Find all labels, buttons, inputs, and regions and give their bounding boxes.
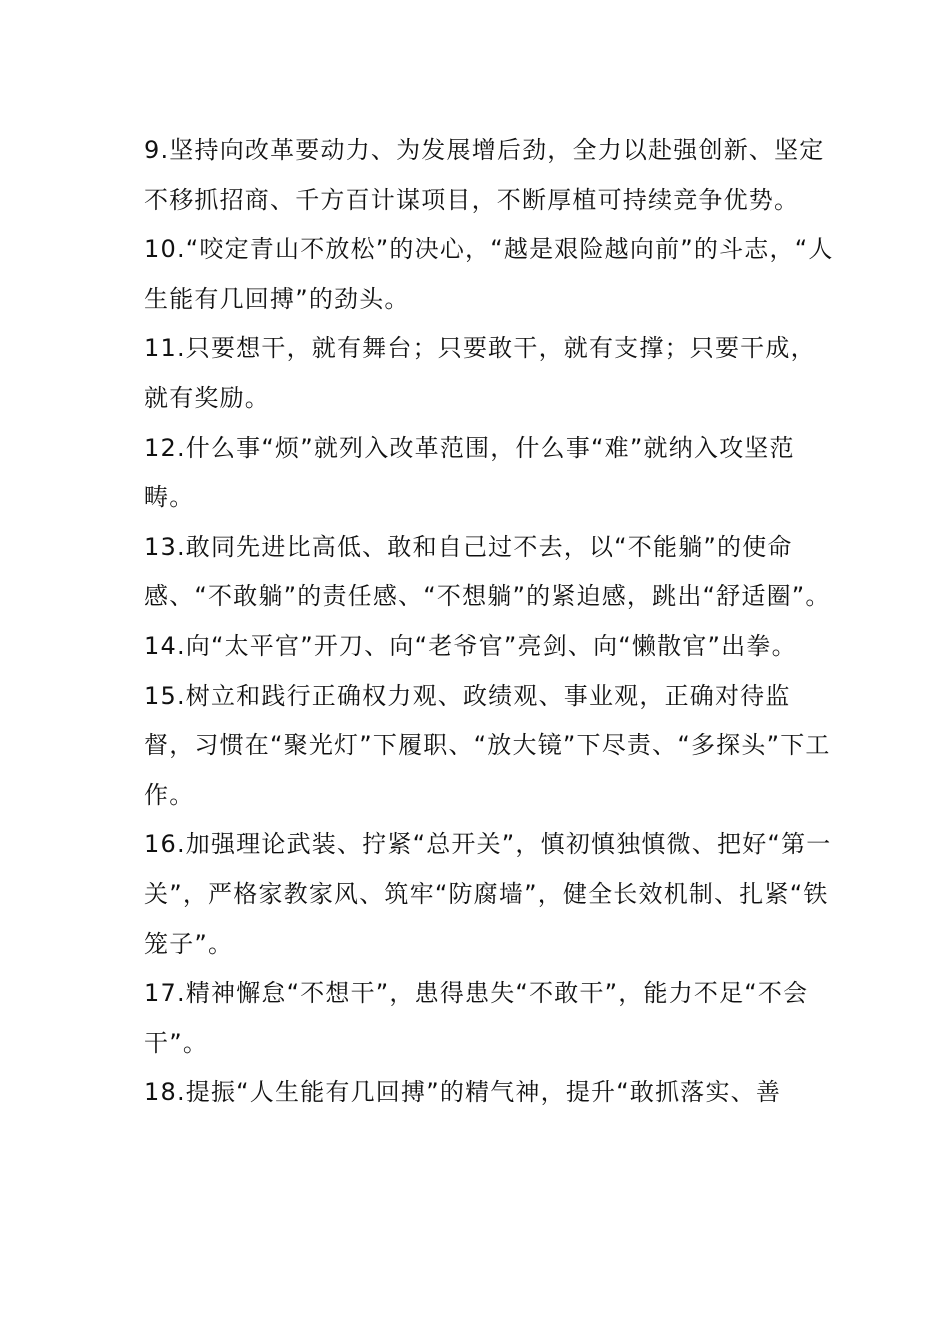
paragraph-12: 12.什么事“烦”就列入改革范围，什么事“难”就纳入攻坚范畴。 — [144, 433, 795, 512]
paragraph-13: 13.敢同先进比高低、敢和自己过不去，以“不能躺”的使命感、“不敢躺”的责任感、“不想躺”的紧迫感，跳出“舒适圈”。 — [144, 532, 831, 611]
paragraph-10: 10.“咬定青山不放松”的决心，“越是艰险越向前”的斗志，“人生能有几回搏”的劲头。 — [144, 235, 834, 313]
paragraph-17: 17.精神懈怠“不想干”，患得患失“不敢干”，能力不足“不会干”。 — [144, 979, 809, 1057]
paragraph-15: 15.树立和践行正确权力观、政绩观、事业观，正确对待监督，习惯在“聚光灯”下履职、“放大镜”下尽责、“多探头”下工作。 — [144, 681, 831, 809]
paragraph-9: 9.坚持向改革要动力、为发展增后劲，全力以赴强创新、坚定不移抓招商、千方百计谋项目，不断厚植可持续竞争优势。 — [144, 136, 825, 214]
paragraph-11: 11.只要想干，就有舞台；只要敢干，就有支撑；只要干成，就有奖励。 — [144, 334, 816, 412]
document-body — [144, 126, 834, 1118]
paragraph-18: 18.提振“人生能有几回搏”的精气神，提升“敢抓落实、善 — [144, 1078, 782, 1107]
paragraph-16: 16.加强理论武装、拧紧“总开关”，慎初慎独慎微、把好“第一关”，严格家教家风、筑牢“防腐墙”，健全长效机制、扎紧“铁笼子”。 — [144, 830, 832, 958]
paragraph-14: 14.向“太平官”开刀、向“老爷官”亮剑、向“懒散官”出拳。 — [144, 631, 797, 660]
